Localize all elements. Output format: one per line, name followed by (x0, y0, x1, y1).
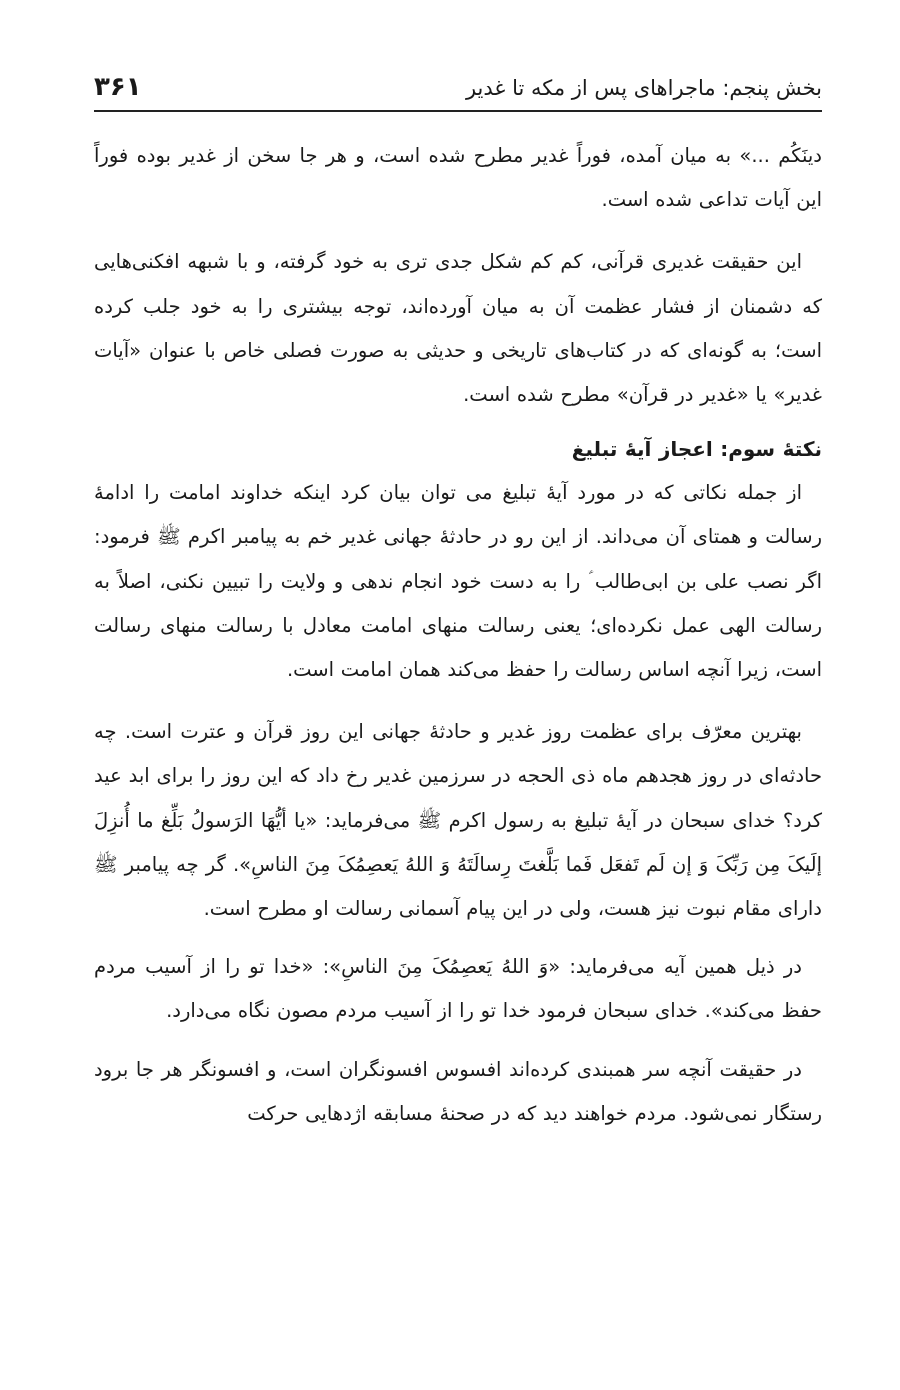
paragraph-1: دینَکُم ...» به میان آمده، فوراً غدیر مطرح شده است، و هر جا سخن از غدیر بوده فوراً این آیات تداعی شده است. (94, 144, 822, 212)
section-heading: نکتهٔ سوم: اعجاز آیهٔ تبلیغ (571, 437, 822, 462)
paragraph-6: در حقیقت آنچه سر همبندی کرده‌اند افسوس افسونگران است، و افسونگر هر جا برود رستگار نمی‌شود. مردم خواهند دید که در صحنهٔ مسابقه اژدهایی حرکت (94, 1057, 822, 1125)
paragraph-2: این حقیقت غدیری قرآنی، کم کم شکل جدی تری به خود گرفته، و با شبهه افکنی‌هایی که دشمنان از فشار عظمت آن به میان آورده‌اند، توجه بیشتری را به خود جلب کرده است؛ به گونه‌ای که در کتاب‌های تاریخی و حدیثی به صورت فصلی خاص با عنوان «آیات غدیر» یا «غدیر در قرآن» مطرح شده است. (94, 250, 822, 407)
running-title: بخش پنجم: ماجراهای پس از مکه تا غدیر (465, 76, 822, 100)
paragraph-5: در ذیل همین آیه می‌فرماید: «وَ اللهُ یَعصِمُکَ مِنَ الناسِ»: «خدا تو را از آسیب مردم حفظ می‌کند». خدای سبحان فرمود خدا تو را از آسیب مردم مصون نگاه می‌دارد. (94, 955, 822, 1023)
book-page (94, 62, 822, 1136)
page-header (94, 62, 822, 112)
body-text (94, 134, 822, 1136)
paragraph-4: بهترین معرّف برای عظمت روز غدیر و حادثهٔ جهانی این روز قرآن و عترت است. چه حادثه‌ای در روز هجدهم ماه ذی الحجه در سرزمین غدیر رخ داد که این روز را برای ابد عید کرد؟ خدای سبحان در آیهٔ تبلیغ به رسول اکرم ﷺ می‌فرماید: «یا أیُّهَا الرَسولُ بَلِّغ ما أُنزِلَ إلَیکَ مِن رَبِّکَ وَ إن لَم تَفعَل فَما بَلَّغتَ رِسالَتَهُ وَ اللهُ یَعصِمُکَ مِنَ الناسِ». گر چه پیامبر ﷺ دارای مقام نبوت نیز هست، ولی در این پیام آسمانی رسالت او مطرح است. (94, 720, 822, 921)
paragraph-3: از جمله نکاتی که در مورد آیهٔ تبلیغ می توان بیان کرد اینکه خداوند امامت را ادامهٔ رسالت و همتای آن می‌داند. از این رو در حادثهٔ جهانی غدیر خم به پیامبر اکرم ﷺ فرمود: اگر نصب علی بن ابی‌طالب ؑ را به دست خود انجام ندهی و ولایت را تبیین نکنی، اصلاً به رسالت الهی عمل نکرده‌ای؛ یعنی رسالت منهای امامت معادل با رسالت منهای رسالت است، زیرا آنچه اساس رسالت را حفظ می‌کند همان امامت است. (94, 481, 822, 682)
page-number: ۳۶۱ (94, 72, 142, 102)
